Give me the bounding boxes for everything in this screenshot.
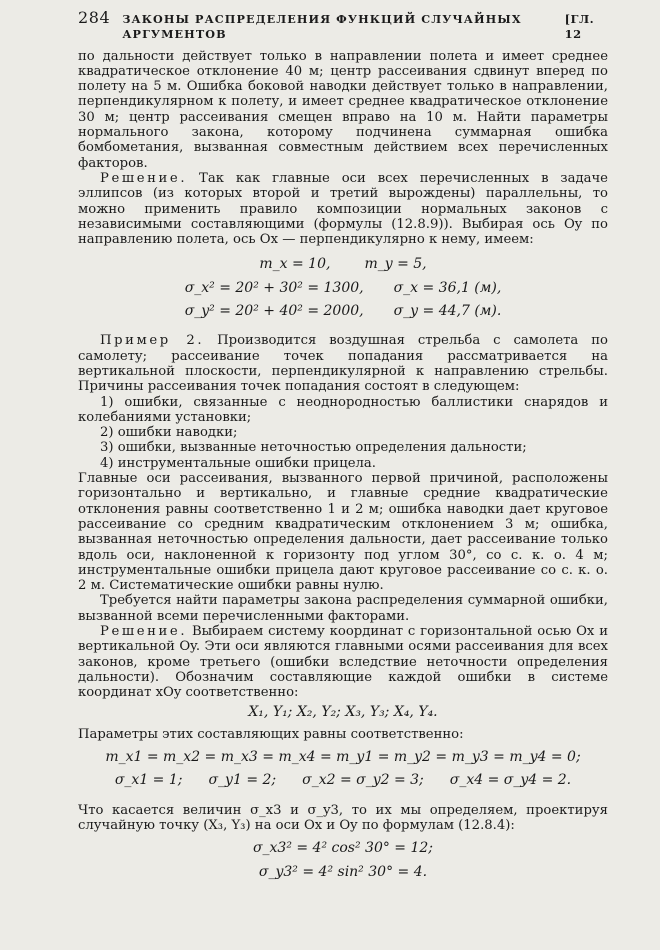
components-list: X₁, Y₁; X₂, Y₂; X₃, Y₃; X₄, Y₄.: [248, 704, 438, 721]
task-paragraph: Требуется найти параметры закона распределения суммарной ошибки, вызванной всеми перечисленными факторами.: [78, 593, 608, 624]
axes-paragraph: Главные оси рассеивания, вызванного первой причиной, расположены горизонтально и вертикально, и главные средние квадратические отклонения равны соответственно 1 и 2 м; ошибка наводки дает круговое рассеивание со средним квадратическим отклонением 3 м; ошибка, вызванная неточностью определения дальности, дает рассеивание только вдоль оси, наклоненной к горизонту под углом 30°, со с. к. о. 4 м; инструментальные ошибки прицела дают круговое рассеивание со с. к. о. 2 м. Систематические ошибки равны нулю.: [78, 471, 608, 594]
chapter-label: [ГЛ. 12: [564, 12, 595, 42]
params-intro: Параметры этих составляющих равны соответственно:: [78, 726, 464, 742]
list-item: 3) ошибки, вызванные неточностью определения дальности;: [100, 440, 527, 456]
formula-block-3: [78, 841, 608, 880]
formula-row-means: [78, 257, 608, 272]
formula-mx: m_x = 10,: [259, 256, 331, 273]
solution-1-paragraph: [78, 171, 608, 247]
example-2-text: Производится воздушная стрельба с самолета по самолету; рассеивание точек попадания рассматривается на вертикальной плоскости, перпендикулярной к направлению стрельбы. Причины рассеивания точек попадания состоят в следующем:: [78, 333, 608, 395]
page-header: [78, 10, 608, 43]
running-title: ЗАКОНЫ РАСПРЕДЕЛЕНИЯ ФУНКЦИЙ СЛУЧАЙНЫХ АРГУМЕНТОВ: [122, 12, 522, 42]
solution-2-paragraph: [78, 624, 608, 700]
paragraph-continuation: по дальности действует только в направлении полета и имеет среднее квадратическое отклонение 40 м; центр рассеивания сдвинут вперед по полету на 5 м. Ошибка боковой наводки действует только в направлении, перпендикулярном к полету, и имеет среднее квадратическое отклонение 30 м; центр рассеивания смещен вправо на 10 м. Найти параметры нормального закона, которому подчинена суммарная ошибка бомбометания, вызванная совместным действием всех перечисленных факторов.: [78, 48, 608, 171]
sigma-x3-equation: σ_x3² = 4² cos² 30° = 12;: [252, 840, 434, 857]
solution-2-label: Решение.: [100, 623, 188, 639]
example-2-label: Пример 2.: [100, 333, 205, 349]
formula-sigma-y-squared: σ_y² = 20² + 40² = 2000,: [184, 303, 364, 320]
list-item: 4) инструментальные ошибки прицела.: [100, 455, 376, 471]
solution-1-text: Так как главные оси всех перечисленных в задаче эллипсов (из которых второй и третий вырождены) параллельны, то можно применить правило композиции нормальных законов с независимыми составляющими (формулы (12.8.9)). Выбирая ось Oy по направлению полета, ось Ox — перпендикулярно к нему, имеем:: [78, 170, 608, 248]
sigma-x4-y4: σ_x4 = σ_y4 = 2.: [449, 772, 572, 789]
solution-1-label: Решение.: [100, 170, 188, 186]
list-item: 2) ошибки наводки;: [100, 425, 238, 441]
formula-block-2: [78, 750, 608, 789]
sigma-y1: σ_y1 = 2;: [208, 772, 277, 789]
list-item: 1) ошибки, связанные с неоднородностью баллистики снарядов и колебаниями установки;: [78, 394, 608, 425]
formula-sigma-x-squared: σ_x² = 20² + 30² = 1300,: [184, 279, 364, 296]
formula-sigma-y: σ_y = 44,7 (м).: [393, 303, 502, 320]
formula-components: [78, 705, 608, 720]
formula-row-sigma-x: [78, 281, 608, 296]
formula-row-sigma-y: [78, 304, 608, 319]
formula-means-zero: [78, 750, 608, 765]
sigma-x2-y2: σ_x2 = σ_y2 = 3;: [302, 772, 424, 789]
example-2-paragraph: [78, 333, 608, 394]
formula-sigma-y3: [78, 865, 608, 880]
formula-sigma-x: σ_x = 36,1 (м),: [393, 279, 502, 296]
solution-2-text: Выбираем систему координат с горизонтальной осью Ox и вертикальной Oy. Эти оси являются главными осями рассеивания для всех законов, кроме третьего (ошибки вследствие неточности определения дальности). Обозначим составляющие каждой ошибки в системе координат xOy соответственно:: [78, 623, 608, 701]
means-equation: m_x1 = m_x2 = m_x3 = m_x4 = m_y1 = m_y2 = m_y3 = m_y4 = 0;: [105, 749, 581, 766]
sigma-x1: σ_x1 = 1;: [114, 772, 183, 789]
formula-sigmas: [78, 773, 608, 788]
page-number: 284: [78, 8, 111, 27]
sigma-y3-equation: σ_y3² = 4² sin² 30° = 4.: [258, 863, 428, 880]
last-paragraph: Что касается величин σ_x3 и σ_y3, то их мы определяем, проектируя случайную точку (X₃, Y₃) на оси Ox и Oy по формулам (12.8.4):: [78, 802, 608, 833]
causes-list: [78, 395, 608, 471]
formula-block-1: [78, 257, 608, 319]
formula-sigma-x3: [78, 841, 608, 856]
formula-my: m_y = 5,: [364, 256, 427, 273]
